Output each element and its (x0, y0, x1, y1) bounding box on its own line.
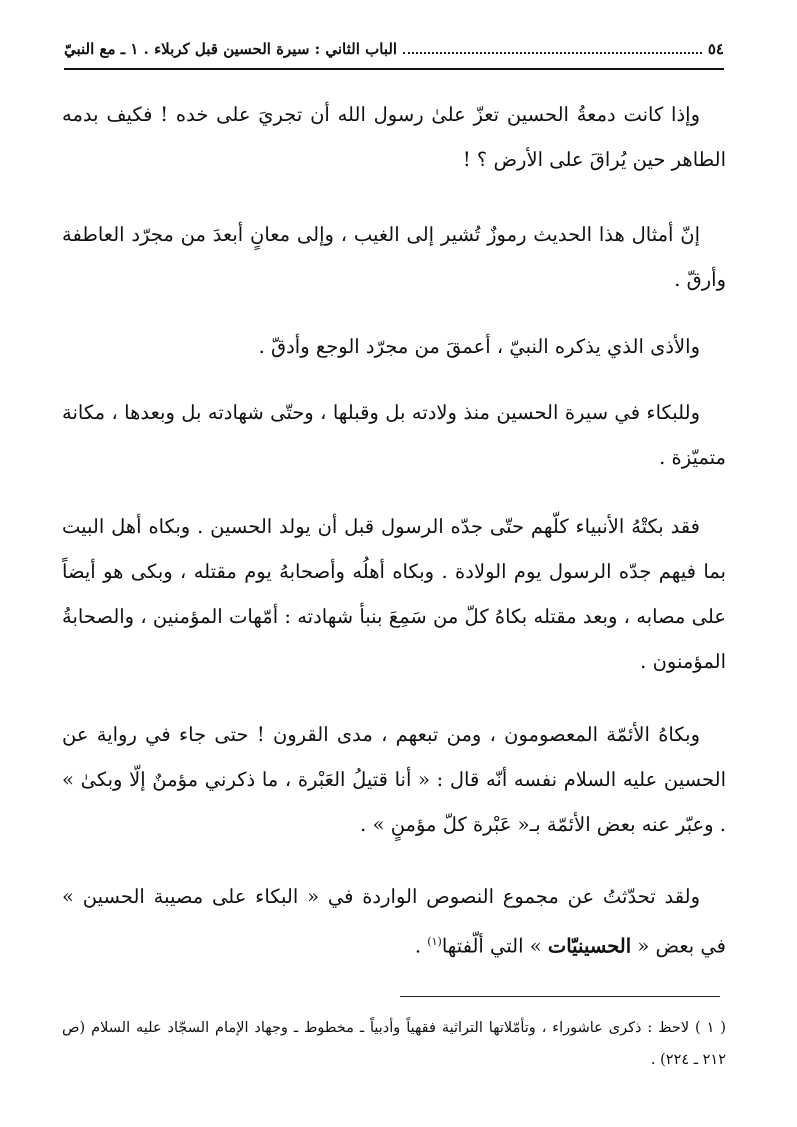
paragraph (62, 712, 726, 847)
paragraph-text: » التي ألّفتها (441, 934, 548, 958)
running-title: الباب الثاني : سيرة الحسين قبل كربلاء . ١ ـ مع النبيّ (64, 40, 398, 58)
running-header (64, 34, 724, 64)
paragraph-with-footnote-ref (62, 874, 726, 969)
footnote-text: ( ١ ) لاحظ : ذكرى عاشوراء ، وتأمّلاتها التراثية فقهياً وأدبياً ـ مخطوط ـ وجهاد الإمام السجّاد عليه السلام (ص ٢١٢ ـ ٢٢٤) . (62, 1020, 726, 1068)
paragraph (62, 212, 726, 302)
footnote-rule (400, 996, 720, 997)
paragraph (62, 390, 726, 480)
paragraph-text: إنّ أمثال هذا الحديث رموزٌ تُشير إلى الغيب ، وإلى معانٍ أبعدَ من مجرّد العاطفة وأرقّ . (62, 223, 726, 291)
paragraph (62, 324, 726, 369)
paragraph-text: وللبكاء في سيرة الحسين منذ ولادته بل وقبلها ، وحتّى شهادته بل وبعدها ، مكانة متميّزة . (62, 401, 726, 469)
page-number: ٥٤ (707, 40, 724, 58)
paragraph-text: والأذى الذي يذكره النبيّ ، أعمقَ من مجرّد الوجع وأدقّ . (258, 335, 700, 358)
bold-term: الحسينيّات (547, 934, 632, 958)
paragraph-text: ولقد تحدّثتُ عن مجموع النصوص الواردة في « البكاء على مصيبة الحسين » في بعض « (62, 885, 726, 958)
paragraph-end: . (414, 934, 428, 958)
paragraph (62, 504, 726, 684)
footnote-marker: (١) (427, 935, 442, 948)
paragraph-text: وبكاهُ الأئمّة المعصومون ، ومن تبعهم ، مدى القرون ! حتى جاء في رواية عن الحسين عليه السلام نفسه أنّه قال : « أنا قتيلُ العَبْرة ، ما ذكرني مؤمنٌ إلّا وبكىٰ » . وعبّر عنه بعض الأئمّة بـ« عَبْرة كلّ مؤمنٍ » . (62, 723, 726, 836)
footnote (62, 1012, 726, 1076)
paragraph-text: فقد بكتْهُ الأنبياء كلّهم حتّى جدّه الرسول قبل أن يولد الحسين . وبكاه أهل البيت بما فيهم جدّه الرسول يوم الولادة . وبكاه أهلُه وأصحابهُ يوم مقتله ، وبكى هو أيضاً على مصابه ، وبعد مقتله بكاهُ كلّ من سَمِعَ بنبأ شهادته : أمّهات المؤمنين ، والصحابةُ المؤمنون . (62, 515, 726, 673)
header-dot-leader (403, 52, 702, 54)
paragraph (62, 92, 726, 182)
header-rule (64, 68, 724, 70)
paragraph-text: وإذا كانت دمعةُ الحسين تعزّ علىٰ رسول الله أن تجريَ على خده ! فكيف بدمه الطاهر حين يُراقَ على الأرض ؟ ! (62, 103, 726, 171)
